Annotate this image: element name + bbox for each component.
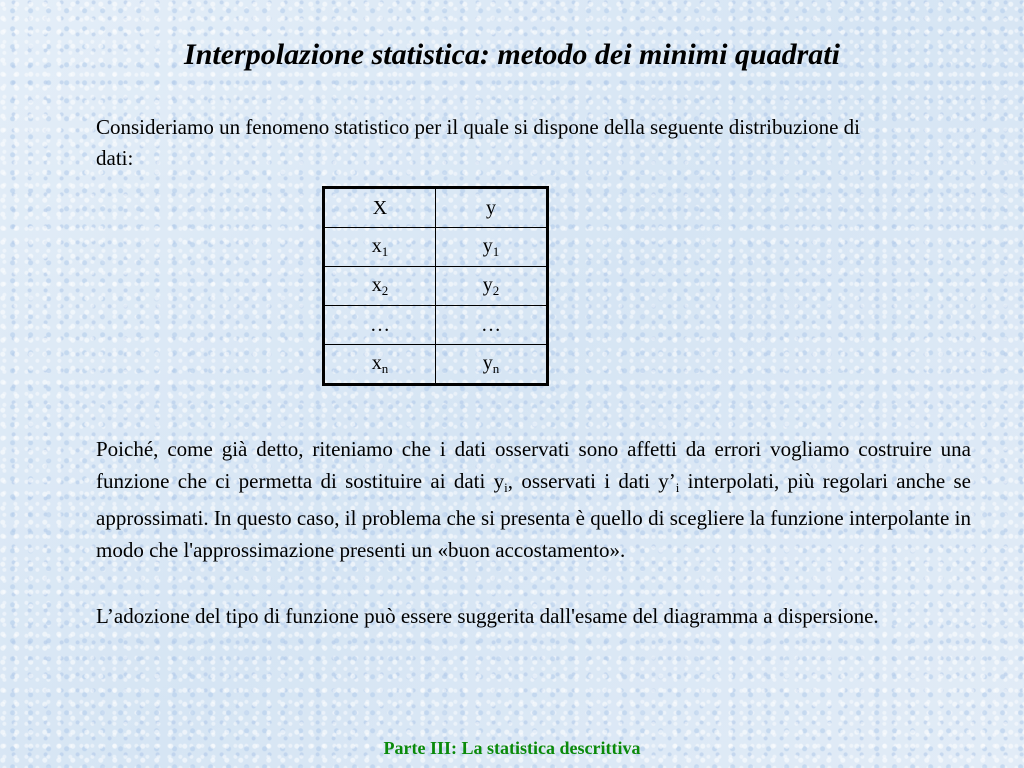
cell-x: $x_1$ bbox=[324, 228, 436, 267]
table-row bbox=[324, 345, 548, 385]
slide-title: Interpolazione statistica: metodo dei minimi quadrati bbox=[184, 38, 840, 71]
cell-y: … bbox=[436, 306, 548, 345]
cell-x: $x_n$ bbox=[324, 345, 436, 385]
footer-text: Parte III: La statistica descrittiva bbox=[383, 738, 641, 758]
data-table bbox=[322, 186, 549, 386]
table-row bbox=[324, 306, 548, 345]
table-row bbox=[324, 228, 548, 267]
header-x: X bbox=[324, 188, 436, 228]
intro-text: Consideriamo un fenomeno statistico per il quale si dispone della seguente distribuzione di dati: bbox=[96, 115, 860, 170]
table-row bbox=[324, 267, 548, 306]
cell-y: $y_1$ bbox=[436, 228, 548, 267]
cell-x: $x_2$ bbox=[324, 267, 436, 306]
paragraph-1: Poiché, come già detto, riteniamo che i dati osservati sono affetti da errori vogliamo costruire una funzione che ci permetta di sostituire ai dati $y_i$, osservati i dati $y’_i$ interpolati, più regolari anche se approssimati. In questo caso, il problema che si presenta è quello di scegliere la funzione interpolante in modo che l'approssimazione presenti un «buon accostamento». bbox=[96, 437, 971, 562]
table-header-row bbox=[324, 188, 548, 228]
cell-y: $y_2$ bbox=[436, 267, 548, 306]
cell-y: $y_n$ bbox=[436, 345, 548, 385]
header-y: y bbox=[436, 188, 548, 228]
paragraph-2: L’adozione del tipo di funzione può essere suggerita dall'esame del diagramma a dispersione. bbox=[96, 604, 879, 628]
cell-x: … bbox=[324, 306, 436, 345]
